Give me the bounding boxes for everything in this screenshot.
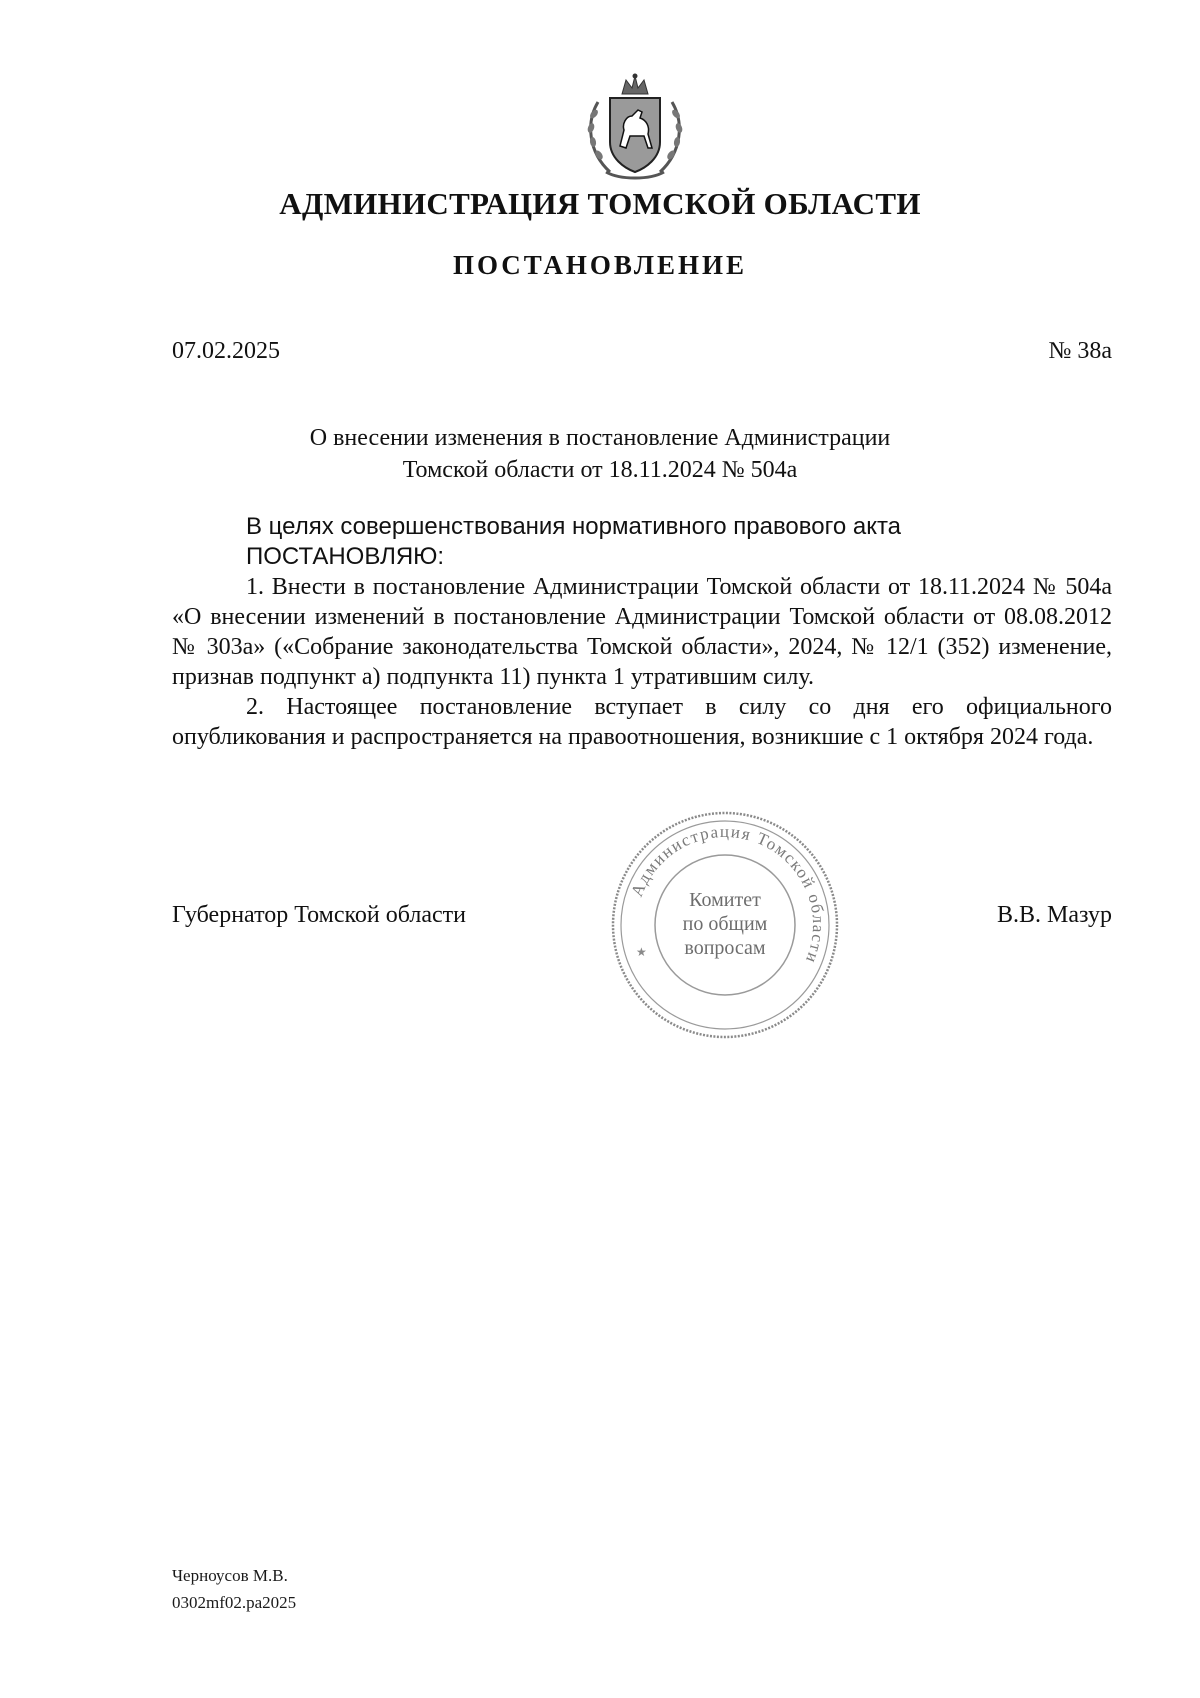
signer-title: Губернатор Томской области <box>172 902 466 928</box>
stamp-center-line-3: вопросам <box>684 937 766 959</box>
document-footer <box>172 1562 296 1616</box>
clause-2: 2. Настоящее постановление вступает в силу со дня его официального опубликования и распространяется на правоотношения, возникшие с 1 октября 2024 года. <box>172 694 1112 750</box>
organization-title: АДМИНИСТРАЦИЯ ТОМСКОЙ ОБЛАСТИ <box>279 186 921 221</box>
stamp-center-line-2: по общим <box>682 913 768 935</box>
document-type-heading: ПОСТАНОВЛЕНИЕ <box>452 250 748 280</box>
subject-line-1: О внесении изменения в постановление Администрации <box>309 425 891 451</box>
preamble-text: В целях совершенствования нормативного правового акта <box>246 513 902 540</box>
document-date: 07.02.2025 <box>172 338 280 364</box>
official-stamp <box>606 806 844 1044</box>
subject-line-2: Томской области от 18.11.2024 № 504а <box>402 457 798 483</box>
clause-1: 1. Внести в постановление Администрации Томской области от 18.11.2024 № 504а «О внесении изменений в постановление Администрации Томской области от 08.08.2012 № 303а» («Собрание законодательства Томской области», 2024, № 12/1 (352) изменение, признав подпункт а) подпункта 11) пункта 1 утратившим силу. <box>172 574 1112 690</box>
file-code: 0302mf02.pa2025 <box>172 1593 297 1612</box>
stamp-center-line-1: Комитет <box>689 889 761 911</box>
coat-of-arms-icon <box>580 72 690 184</box>
stamp-star-icon: ★ <box>636 945 647 959</box>
document-number: № 38а <box>1048 338 1112 364</box>
document-subject <box>0 422 1200 486</box>
signer-name: В.В. Мазур <box>997 902 1112 928</box>
executor-name: Черноусов М.В. <box>172 1566 288 1585</box>
stamp-ring-text: Администрация Томской области <box>627 821 829 967</box>
resolve-text: ПОСТАНОВЛЯЮ: <box>246 543 445 570</box>
document-body <box>172 512 1112 752</box>
